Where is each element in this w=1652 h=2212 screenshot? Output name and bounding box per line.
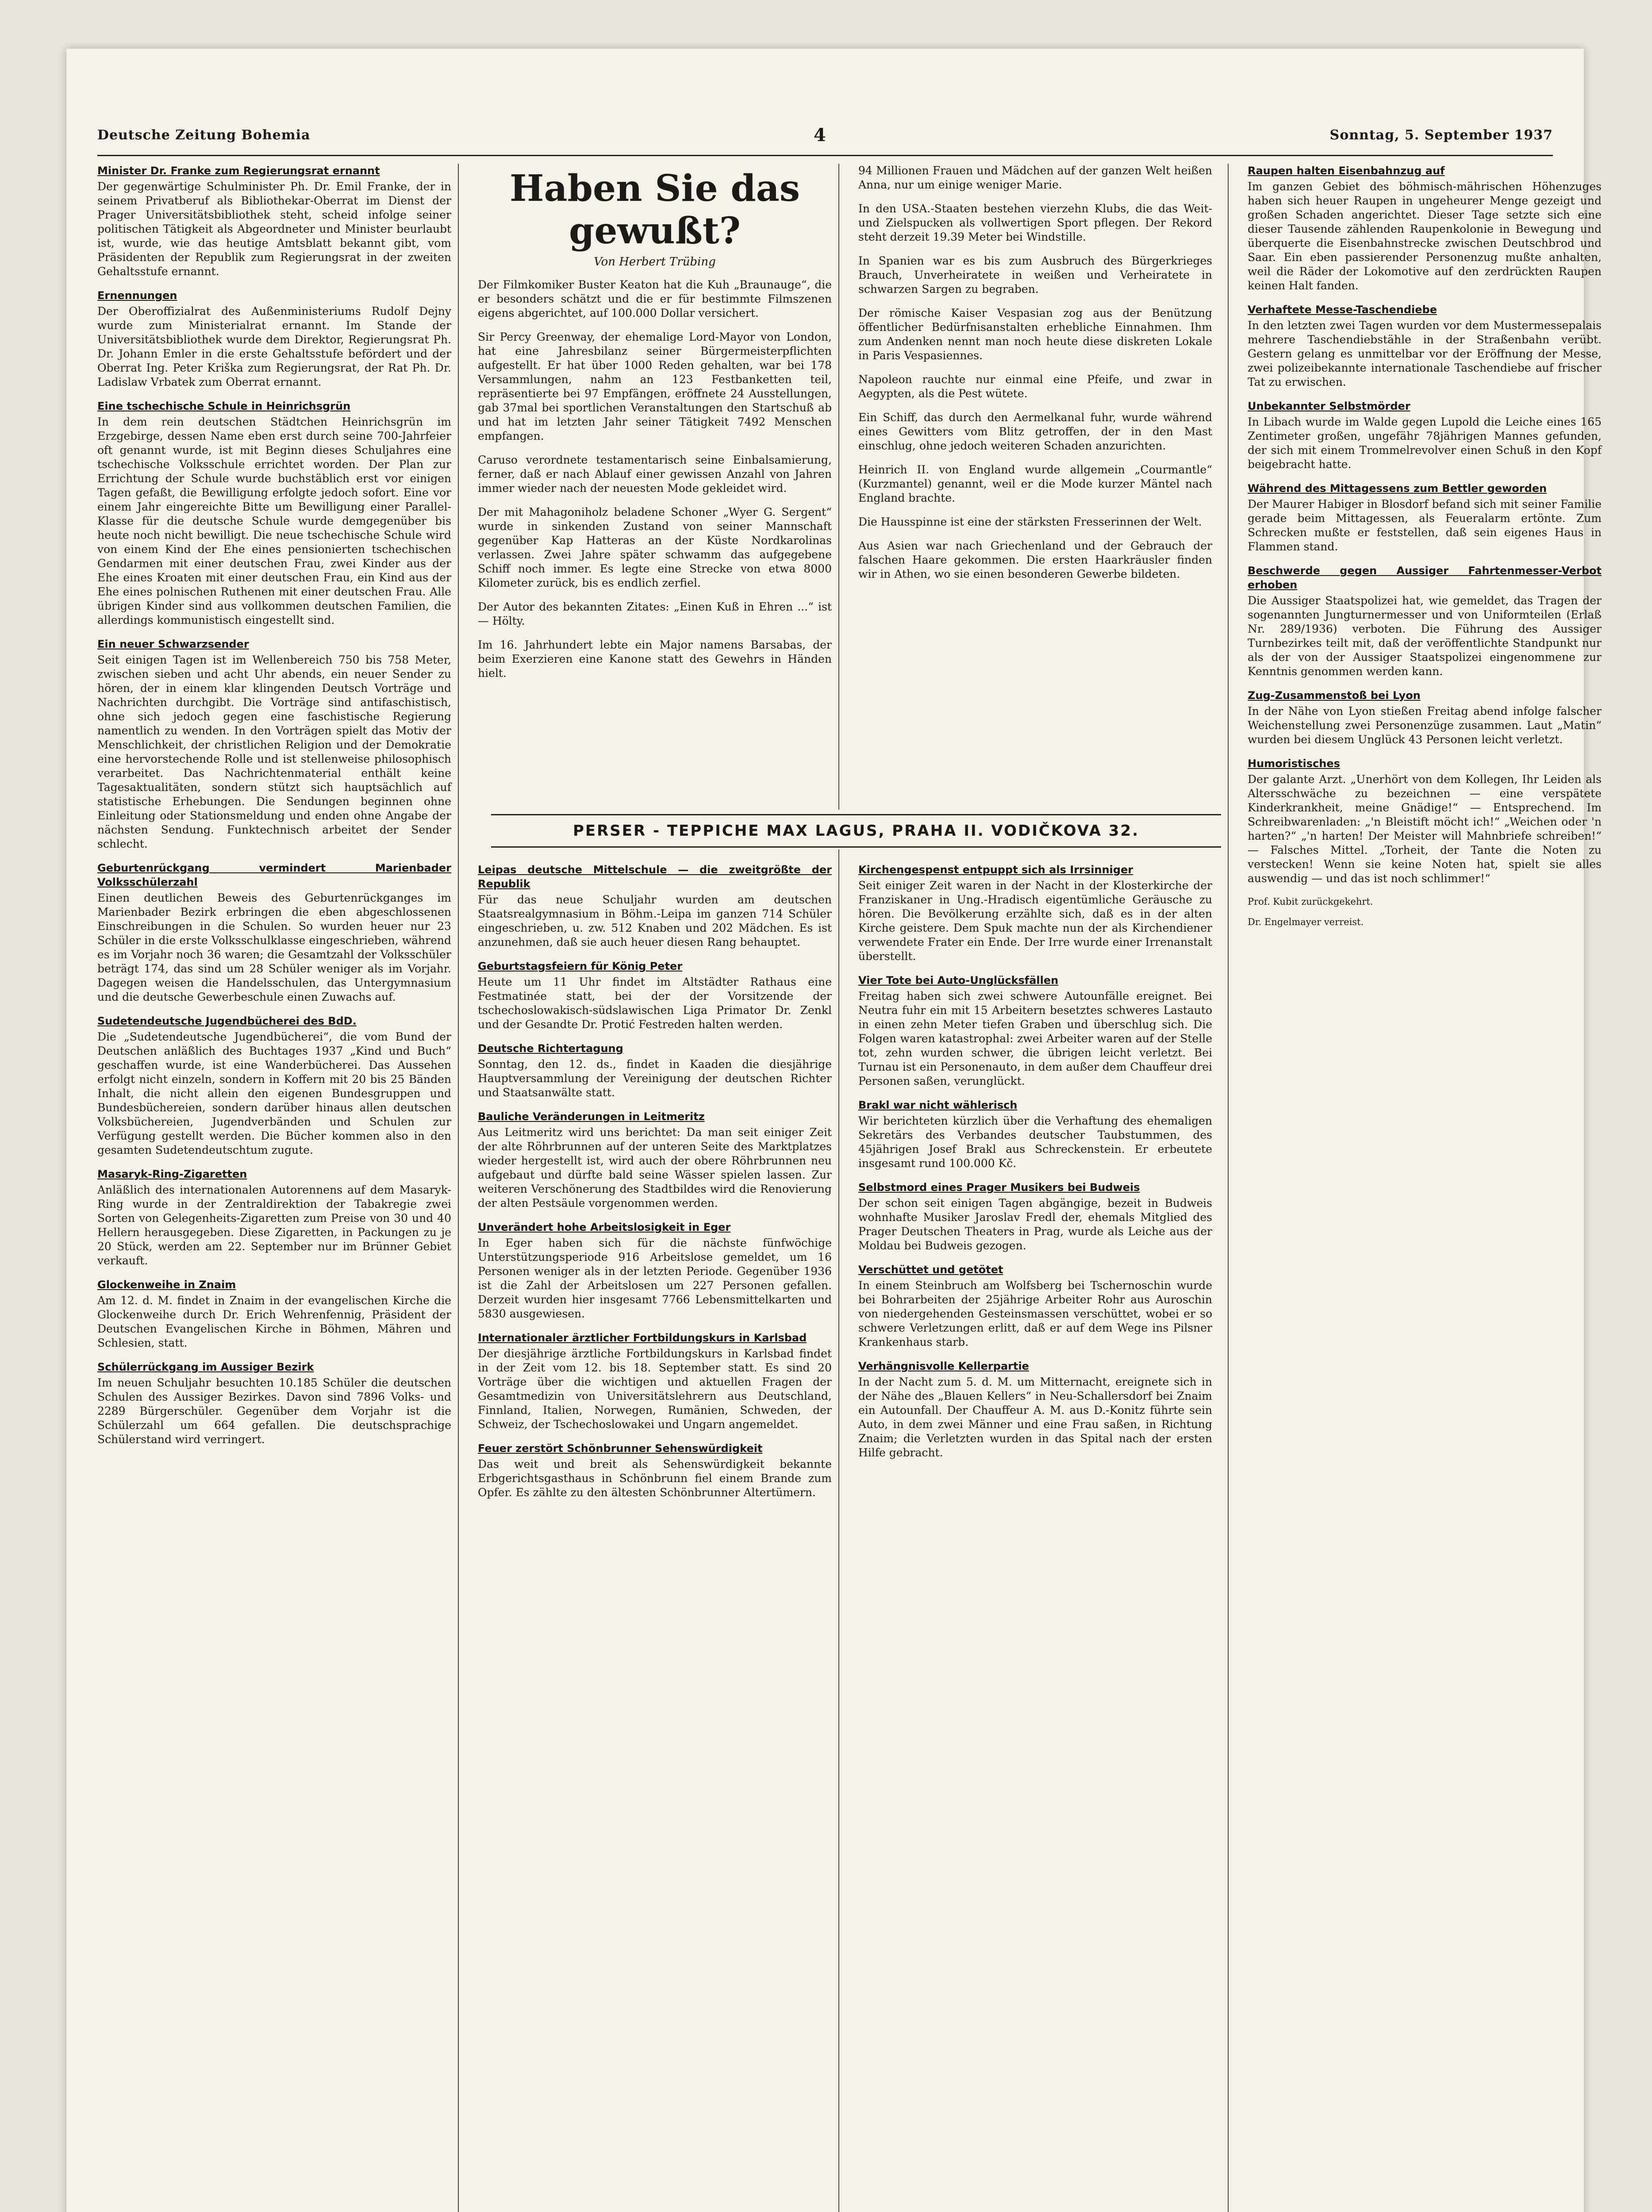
article	[97, 1278, 451, 1350]
feature-paragraph: Heinrich II. von England wurde allgemein „Courmantle“ (Kurzmantel) genannt, weil er die Mode kurzer Mäntel nach England brachte.	[858, 463, 1212, 504]
article	[97, 1014, 451, 1157]
article-title: Internationaler ärztlicher Fortbildungskurs in Karlsbad	[478, 1332, 807, 1344]
article-text: Am 12. d. M. findet in Znaim in der evangelischen Kirche die Glockenweihe durch Dr. Erich Wehrenfennig, Präsident der Deutschen Evangelischen Kirche in Böhmen, Mähren und Schlesien, statt.	[97, 1294, 451, 1349]
article-title: Leipas deutsche Mittelschule — die zweitgrößte der Republik	[478, 864, 832, 890]
article-title: Minister Dr. Franke zum Regierungsrat ernannt	[97, 165, 380, 177]
article-text: In den letzten zwei Tagen wurden vor dem Mustermessepalais mehrere Taschendiebstähle in der Straßenbahn verübt. Gestern gelang es unmittelbar vor der Eröffnung der Messe, zwei polizeibekannte internationale Taschendiebe auf frischer Tat zu erwischen.	[1248, 319, 1602, 388]
feature-column	[478, 164, 832, 805]
article-title: Masaryk-Ring-Zigaretten	[97, 1168, 247, 1180]
article	[858, 863, 1212, 964]
article-text: Einen deutlichen Beweis des Geburtenrückganges im Marienbader Bezirk erbringen die eben abgeschlossenen Einschreibungen in die Schulen. So wurden heuer nur 23 Schüler in die erste Volksschulklasse eingeschrieben, während es im Vorjahr noch 36 waren; die Gesamtzahl der Volksschüler beträgt 174, das sind um 28 Schüler weniger als im Vorjahr. Dagegen weisen die Handelsschulen, das Untergymnasium und die deutsche Gewerbeschule einen Zuwachs auf.	[97, 891, 451, 1003]
article	[97, 1360, 451, 1447]
article-title: Verhängnisvolle Kellerpartie	[858, 1360, 1029, 1372]
article-title: Bauliche Veränderungen in Leitmeritz	[478, 1110, 705, 1123]
article-title: Unverändert hohe Arbeitslosigkeit in Eger	[478, 1221, 731, 1233]
article-text: Sonntag, den 12. ds., findet in Kaaden die diesjährige Hauptversammlung der Vereinigung der deutschen Richter und Staatsanwälte statt.	[478, 1058, 832, 1099]
feature-paragraph: Aus Asien war nach Griechenland und der Gebrauch der falschen Haare gekommen. Die ersten Haarkräusler finden wir in Athen, wo sie einen besonderen Gewerbe bildeten.	[858, 539, 1212, 580]
article-title: Beschwerde gegen Aussiger Fahrtenmesser-Verbot erhoben	[1248, 565, 1602, 591]
article-text: Für das neue Schuljahr wurden am deutschen Staatsrealgymnasium in Böhm.-Leipa im ganzen 714 Schüler eingeschrieben, u. zw. 512 Knaben und 202 Mädchen. Es ist anzunehmen, daß sie auch heuer diesen Rang behauptet.	[478, 893, 832, 949]
article-text: Freitag haben sich zwei schwere Autounfälle ereignet. Bei Neutra fuhr ein mit 15 Arbeitern besetztes schweres Lastauto in einen zehn Meter tiefen Graben und überschlug sich. Die Folgen waren katastrophal: zwei Arbeiter waren auf der Stelle tot, zehn wurden schwer, die übrigen leicht verletzt. Bei Turnau ist ein Personenauto, in dem außer dem Chauffeur drei Personen saßen, verunglückt.	[858, 990, 1212, 1087]
article-title: Verhaftete Messe-Taschendiebe	[1248, 303, 1437, 316]
article	[478, 1441, 832, 1500]
article-title: Humoristisches	[1248, 757, 1340, 770]
article-text: Der Maurer Habiger in Blosdorf befand sich mit seiner Familie gerade beim Mittagessen, als Feueralarm ertönte. Zum Schrecken mußte er feststellen, daß sein eigenes Haus in Flammen stand.	[1248, 498, 1602, 553]
article	[1248, 481, 1602, 554]
article-text: Wir berichteten kürzlich über die Verhaftung des ehemaligen Sekretärs des Verbandes deutscher Taubstummen, des 45jährigen Josef Brakl aus Schreckenstein. Er erbeutete insgesamt rund 100.000 Kč.	[858, 1114, 1212, 1170]
page-header	[97, 115, 1553, 156]
article-text: Der galante Arzt. „Unerhört von dem Kollegen, Ihr Leiden als Altersschwäche zu bezeichnen — eine verspätete Kinderkrankheit, meine Gnädige!“ — Entsprechend. Im Schreibwarenladen: „'n Bleistift möcht ich!“ „Weichen oder 'n harten?“ „'n harten! Der Meister will Mahnbriefe schreiben!“ — Falsches Mittel. „Torheit, der Tante die Noten zu verstecken! Wenn sie keine Noten hat, spielt sie alles auswendig — und das ist noch schlimmer!“	[1248, 773, 1602, 885]
article-title: Glockenweihe in Znaim	[97, 1279, 236, 1291]
article-text: In der Nacht zum 5. d. M. um Mitternacht, ereignete sich in der Nähe des „Blauen Kellers“ in Neu-Schallersdorf bei Znaim ein Autounfall. Der Chauffeur A. M. aus D.-Konitz führte sein Auto, in dem zwei Männer und eine Frau saßen, in Richtung Znaim; die Verletzten wurden in das Spital nach der ersten Hilfe gebracht.	[858, 1375, 1212, 1459]
advertisement-banner: PERSER - TEPPICHE MAX LAGUS, PRAHA II. VODIČKOVA 32.	[491, 814, 1221, 848]
feature-byline: Von Herbert Trübing	[594, 255, 716, 269]
article-text: Aus Leitmeritz wird uns berichtet: Da man seit einiger Zeit der alte Röhrbrunnen auf der unteren Seite des Marktplatzes wieder hergestellt ist, wird auch der obere Röhrbrunnen neu aufgebaut und dürfte bald seine Wässer spielen lassen. Zur weiteren Verschönerung des Stadtbildes wird die Renovierung der alten Pestsäule vorgenommen werden.	[478, 1126, 832, 1210]
column-rule	[838, 164, 839, 810]
masthead: Deutsche Zeitung Bohemia	[97, 127, 311, 143]
article	[478, 1331, 832, 1432]
feature-paragraph: Ein Schiff, das durch den Aermelkanal fuhr, wurde während eines Gewitters vom Blitz getroffen, der in den Mast einschlug, ohne jedoch weiteren Schaden anzurichten.	[858, 411, 1212, 452]
article	[1248, 688, 1602, 747]
article-text: Der diesjährige ärztliche Fortbildungskurs in Karlsbad findet in der Zeit vom 12. bis 18. September statt. Es sind 20 Vorträge über die wichtigen und aktuellen Fragen der Gesamtmedizin von Universitätslehrern aus Deutschland, Finnland, Italien, Norwegen, Rumänien, Schweden, der Schweiz, der Tschechoslowakei und Ungarn angemeldet.	[478, 1347, 832, 1431]
article	[858, 973, 1212, 1088]
article-text: Anläßlich des internationalen Autorennens auf dem Masaryk-Ring wurde in der Zentraldirektion der Tabakregie zwei Sorten von Gelegenheits-Zigaretten zum Preise von 30 und 40 Hellern herausgegeben. Diese Zigaretten, in Packungen zu je 20 Stück, werden am 22. September nur im Brünner Gebiet verkauft.	[97, 1183, 451, 1267]
column-1	[97, 164, 451, 1456]
article-text: Das weit und breit als Sehenswürdigkeit bekannte Erbgerichtsgasthaus in Schönbrunn fiel einem Brande zum Opfer. Es zählte zu den ältesten Schönbrunner Altertümern.	[478, 1458, 832, 1499]
feature-paragraph: In Spanien war es bis zum Ausbruch des Bürgerkrieges Brauch, Unverheiratete in weißen und Verheiratete in schwarzen Sargen zu begraben.	[858, 254, 1212, 296]
article-title: Feuer zerstört Schönbrunner Sehenswürdigkeit	[478, 1442, 763, 1455]
article	[1248, 303, 1602, 389]
feature-paragraph: Im 16. Jahrhundert lebte ein Major namens Barsabas, der beim Exerzieren eine Kanone statt des Gewehrs in Händen hielt.	[478, 638, 832, 680]
article-title: Sudetendeutsche Jugendbücherei des BdD.	[97, 1015, 357, 1027]
article-title: Kirchengespenst entpuppt sich als Irrsinniger	[858, 864, 1133, 876]
page-number: 4	[814, 124, 826, 146]
article	[97, 1167, 451, 1268]
article-text: Die „Sudetendeutsche Jugendbücherei“, die vom Bund der Deutschen anläßlich des Buchtages 1937 „Kind und Buch“ geschaffen wurde, ist eine Wanderbücherei. Das Aussehen erfolgt nicht einzeln, sondern in Koffern mit 20 bis 25 Bänden Inhalt, die nicht allein den eigenen Bundesgruppen und Bundesbüchereien, sondern darüber hinaus allen deutschen Volksbüchereien, Jugendverbänden und Schulen zur Verfügung gestellt werden. Die Bücher kommen also in den gesamten Sudetendeutschtum zugute.	[97, 1030, 451, 1156]
article-text: In einem Steinbruch am Wolfsberg bei Tschernoschin wurde bei Bohrarbeiten der 25jährige Arbeiter Rohr aus Auroschin von niedergehenden Gesteinsmassen verschüttet, wobei er so schwere Verletzungen erlitt, daß er auf dem Wege ins Pilsner Krankenhaus starb.	[858, 1279, 1212, 1348]
feature-paragraph: Der mit Mahagoniholz beladene Schoner „Wyer G. Sergent“ wurde in sinkenden Zustand von seiner Mannschaft gegenüber Kap Hatteras an der Küste Nordkarolinas verlassen. Zwei Jahre später schwamm das aufgegebene Schiff noch immer. Es legte eine Strecke von etwa 8000 Kilometer zurück, bis es endlich zerfiel.	[478, 506, 832, 589]
article-title: Raupen halten Eisenbahnzug auf	[1248, 165, 1445, 177]
article	[1248, 399, 1602, 472]
article-text: In Eger haben sich für die nächste fünfwöchige Unterstützungsperiode 916 Arbeitslose gemeldet, um 16 Personen weniger als in der letzten Periode. Gegenüber 1936 ist die Zahl der Arbeitslosen um 227 Personen gefallen. Derzeit wurden hier insgesamt 7766 Lebensmittelkarten und 5830 ausgewiesen.	[478, 1237, 832, 1320]
article	[97, 164, 451, 279]
feature-paragraph: 94 Millionen Frauen und Mädchen auf der ganzen Welt heißen Anna, nur um einige weniger Marie.	[858, 164, 1212, 191]
feature-paragraph: Der Filmkomiker Buster Keaton hat die Kuh „Braunauge“, die er besonders schätzt und die er für bestimmte Filmszenen eigens abgerichtet, auf 100.000 Dollar versichert.	[478, 278, 832, 319]
article-text: Der schon seit einigen Tagen abgängige, bezeit in Budweis wohnhafte Musiker Jaroslav Fredl der, ehemals Mitglied des Prager Deutschen Theaters in Prag, wurde als Leiche aus der Moldau bei Budweis gezogen.	[858, 1197, 1212, 1252]
article	[97, 399, 451, 627]
article-text: Seit einigen Tagen ist im Wellenbereich 750 bis 758 Meter, zwischen sieben und acht Uhr abends, ein neuer Sender zu hören, der in einem klar klingenden Deutsch Vorträge und Nachrichten durchgibt. Die Vorträge sind antifaschistisch, ohne sich jedoch gegen eine faschistische Regierung namentlich zu wenden. In den Vorträgen spielt das Motiv der Menschlichkeit, der christlichen Religion und der Demokratie eine hervorstechende Rolle und ist stellenweise philosophisch verarbeitet. Das Nachrichtenmaterial enthält keine Tagesaktualitäten, sondern stützt sich hauptsächlich auf statistische Erhebungen. Die Sendungen beginnen ohne Einleitung oder Stationsmeldung und enden ohne Angabe der nächsten Sendung. Funktechnisch arbeitet der Sender schlecht.	[97, 653, 451, 850]
article-text: Der Oberoffizialrat des Außenministeriums Rudolf Dejny wurde zum Ministerialrat ernannt. Im Stande der Universitätsbibliothek wurde dem Direktor, Regierungsrat Ph. Dr. Johann Emler in die erste Gehaltsstufe befördert und der Oberrat Ing. Peter Kriška zum Regierungsrat, der Rat Ph. Dr. Ladislaw Vrbatek zum Oberrat ernannt.	[97, 305, 451, 388]
article-title: Selbstmord eines Prager Musikers bei Budweis	[858, 1181, 1140, 1194]
article-title: Während des Mittagessens zum Bettler geworden	[1248, 482, 1547, 495]
article-text: Im ganzen Gebiet des böhmisch-mährischen Höhenzuges haben sich heuer Raupen in ungeheurer Menge gezeigt und großen Schaden angerichtet. Dieser Tage setzte sich eine dieser Tausende zählenden Raupenkolonie in Bewegung und überquerte die Eisenbahnstrecke zwischen Deutschbrod und Saar. Ein eben passierender Personenzug mußte anhalten, weil die Räder der Lokomotive auf den zerdrückten Raupen keinen Halt fanden.	[1248, 180, 1602, 292]
feature-paragraph: Napoleon rauchte nur einmal eine Pfeife, und zwar in Aegypten, als die Pest wütete.	[858, 373, 1212, 400]
article	[478, 959, 832, 1032]
article	[478, 863, 832, 949]
article	[858, 1359, 1212, 1460]
article-title: Brakl war nicht wählerisch	[858, 1099, 1018, 1111]
column-4	[1248, 164, 1602, 936]
feature-paragraph: Die Hausspinne ist eine der stärksten Fresserinnen der Welt.	[858, 515, 1202, 528]
article-text: In Libach wurde im Walde gegen Lupold die Leiche eines 165 Zentimeter großen, ungefähr 78jährigen Mannes gefunden, der sich mit einem Trommelrevolver einen Schuß in den Kopf beigebracht hatte.	[1248, 415, 1602, 471]
article-title: Ein neuer Schwarzsender	[97, 638, 249, 650]
article-title: Ernennungen	[97, 289, 177, 302]
article-title: Geburtstagsfeiern für König Peter	[478, 960, 683, 972]
article-title: Unbekannter Selbstmörder	[1248, 400, 1410, 412]
article	[478, 1220, 832, 1321]
article-text: Die Aussiger Staatspolizei hat, wie gemeldet, das Tragen der sogenannten Jungturnermesser und von Uniformteilen (Erlaß Nr. 289/1936) verboten. Die Führung des Aussiger Turnbezirkes teilt mit, daß der veröffentlichte Standpunkt nur als der von der Aussiger Staatspolizei eingenommene zur Kenntnis genommen werden kann.	[1248, 594, 1602, 678]
article-title: Geburtenrückgang vermindert Marienbader Volksschülerzahl	[97, 862, 451, 888]
column-rule	[838, 849, 839, 2212]
article	[858, 1180, 1212, 1253]
feature-paragraph: Sir Percy Greenway, der ehemalige Lord-Mayor von London, hat eine Jahresbilanz seiner Bürgermeisterpflichten aufgestellt. Er hat über 1000 Reden gehalten, war bei 178 Versammlungen, nahm an 123 Festbanketten teil, repräsentierte bei 97 Empfängen, eröffnete 24 Ausstellungen, gab 37mal bei sportlichen Veranstaltungen den Startschuß ab und hat im letzten Jahr seiner Tätigkeit 7492 Menschen empfangen.	[478, 330, 832, 442]
article-text: Heute um 11 Uhr findet im Altstädter Rathaus eine Festmatinée statt, bei der der Vorsitzende der tschechoslowakisch-südslawischen Liga Primator Dr. Zenkl und der Gesandte Dr. Protić Festreden halten werden.	[478, 975, 832, 1031]
column-2-lower	[478, 863, 832, 1509]
article-title: Verschüttet und getötet	[858, 1263, 1003, 1276]
article	[1248, 564, 1602, 679]
article-text: Seit einiger Zeit waren in der Nacht in der Klosterkirche der Franziskaner in Ung.-Hradisch eigentümliche Geräusche zu hören. Die Bevölkerung erzählte sich, daß es in der alten Kirche geistere. Dem Spuk machte nun der als Kirchendiener verwendete Frater ein Ende. Der Irre wurde einer Irrenanstalt überstellt.	[858, 879, 1212, 963]
feature-paragraph: Der Autor des bekannten Zitates: „Einen Kuß in Ehren ...“ ist — Hölty.	[478, 600, 832, 627]
newspaper-page	[66, 49, 1602, 2212]
article	[1248, 757, 1602, 886]
article-title: Deutsche Richtertagung	[478, 1042, 623, 1055]
article-text: Im neuen Schuljahr besuchten 10.185 Schüler die deutschen Schulen des Aussiger Bezirkes. Davon sind 7896 Volks- und 2289 Bürgerschüler. Gegenüber dem Vorjahr ist die Schülerzahl um 664 gefallen. Die deutschsprachige Schülerstand wird verringert.	[97, 1376, 451, 1446]
issue-date: Sonntag, 5. September 1937	[1329, 127, 1553, 143]
article	[97, 861, 451, 1004]
article-title: Schülerrückgang im Aussiger Bezirk	[97, 1361, 314, 1373]
column-rule	[458, 164, 459, 2212]
column-3-lower	[858, 863, 1212, 1470]
feature-paragraph: Caruso verordnete testamentarisch seine Einbalsamierung, ferner, daß er nach Ablauf einer gewissen Anzahl von Jahren immer wieder nach der neuesten Mode gekleidet wird.	[478, 453, 832, 495]
article	[1248, 164, 1602, 293]
column-rule	[1228, 164, 1229, 2212]
personal-note: Prof. Kubit zurückgekehrt.	[1248, 896, 1373, 907]
article	[97, 288, 451, 389]
article	[478, 1110, 832, 1210]
article	[97, 637, 451, 851]
article	[858, 1098, 1212, 1171]
personal-note: Dr. Engelmayer verreist.	[1248, 917, 1364, 927]
article-title: Eine tschechische Schule in Heinrichsgrün	[97, 400, 351, 412]
article-title: Zug-Zusammenstoß bei Lyon	[1248, 689, 1421, 702]
article-text: In dem rein deutschen Städtchen Heinrichsgrün im Erzgebirge, dessen Name eben erst durch seine 700-Jahrfeier oft genannt wurde, ist mit Beginn dieses Schuljahres eine tschechische Volksschule errichtet worden. Der Plan zur Errichtung der Schule wurde buchstäblich erst vor einigen Tagen gefaßt, die Bewilligung erfolgte jedoch sofort. Eine vor einem Jahr eingereichte Bitte um Bewilligung einer Parallel-Klasse für die deutsche Schule wurde demgegenüber bis heute noch nicht bewilligt. Die neue tschechische Schule wird von einem Kind der Ehe eines pensionierten tschechischen Gendarmen mit einer deutschen Frau, zwei Kinder aus der Ehe eines Kroaten mit einer deutschen Frau, ein Kind aus der Ehe eines polnischen Ruthenen mit einer deutschen Frau. Alle übrigen Kinder sind aus vollkommen deutschen Familien, die allerdings kommunistisch eingestellt sind.	[97, 415, 451, 626]
feature-column-continued	[858, 164, 1212, 805]
article-text: In der Nähe von Lyon stießen Freitag abend infolge falscher Weichenstellung zwei Personenzüge zusammen. Laut „Matin“ wurden bei diesem Unglück 43 Personen leicht verletzt.	[1248, 705, 1602, 746]
article	[858, 1263, 1212, 1349]
article	[478, 1041, 832, 1100]
article-text: Der gegenwärtige Schulminister Ph. Dr. Emil Franke, der in seinem Privatberuf als Bibliothekar-Oberrat im Dienst der Prager Universitätsbibliothek steht, scheid infolge seiner politischen Tätigkeit als Abgeordneter und Minister beurlaubt ist, wurde, wie das heutige Amtsblatt bekannt gibt, vom Präsidenten der Republik zum Regierungsrat in der zweiten Gehaltsstufe ernannt.	[97, 180, 451, 278]
feature-paragraph: Der römische Kaiser Vespasian zog aus der Benützung öffentlicher Bedürfnisanstalten erhebliche Einnahmen. Ihm zum Andenken nennt man noch heute diese diskreten Lokale in Paris Vespasiennes.	[858, 307, 1212, 362]
feature-title: Haben Sie das gewußt?	[510, 167, 800, 252]
article-title: Vier Tote bei Auto-Unglücksfällen	[858, 974, 1059, 987]
feature-paragraph: In den USA.-Staaten bestehen vierzehn Klubs, die das Weit- und Zielspucken als vollwertigen Sport pflegen. Der Rekord steht derzeit 19.39 Meter bei Windstille.	[858, 202, 1212, 243]
